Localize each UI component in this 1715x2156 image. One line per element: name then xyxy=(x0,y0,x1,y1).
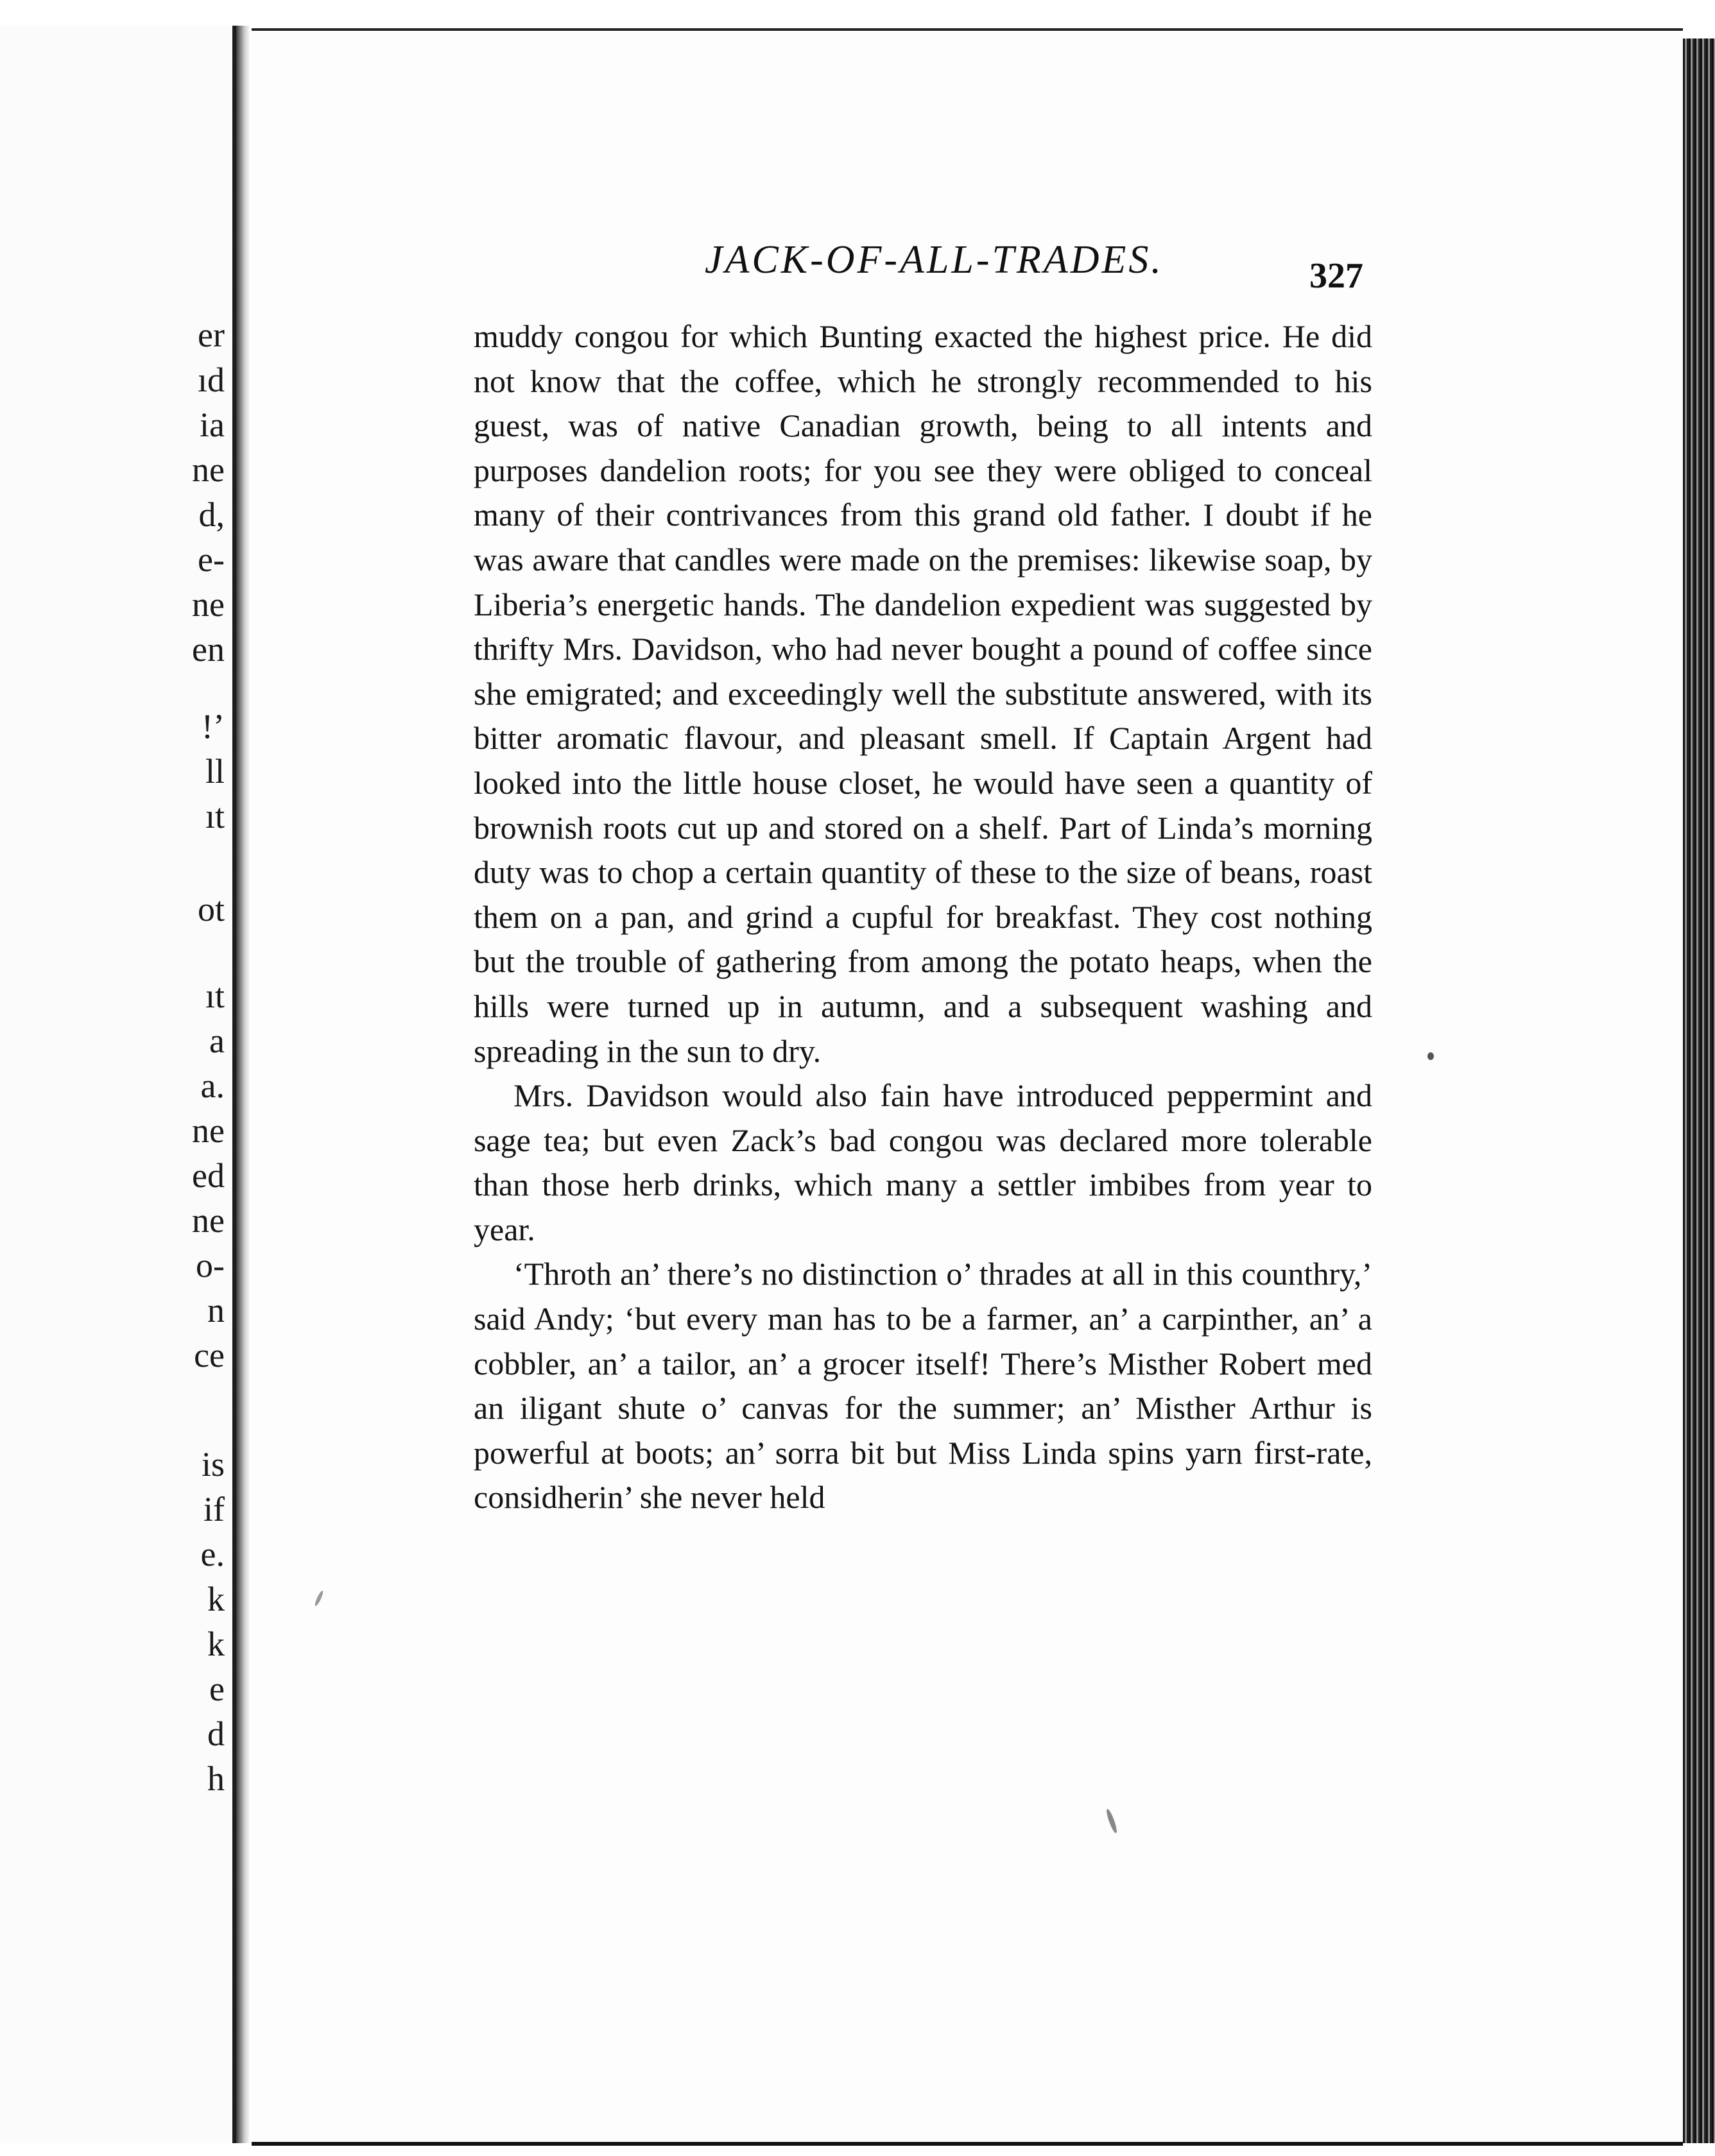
left-page-fragment: ne xyxy=(192,1111,225,1150)
left-page-fragment: k xyxy=(207,1580,225,1618)
left-page-fragment: o- xyxy=(196,1246,225,1285)
left-page-fragment: er xyxy=(198,316,225,354)
page-edges xyxy=(1683,38,1715,2143)
left-page-fragment: ne xyxy=(192,585,225,624)
left-page-fragment: d xyxy=(207,1715,225,1753)
paragraph: Mrs. Davidson would also fain have introduced peppermint and sage tea; but even Zack’s bad congou was declared more tolerable than those herb drinks, which many a settler imbibes from year to year. xyxy=(474,1077,1372,1247)
paragraph: ‘Throth an’ there’s no distinction o’ thrades at all in this counthry,’ said Andy; ‘but every man has to be a farmer, an’ a carpinther, an’ a cobbler, an’ a tailor, an’ a grocer itself! There’s Misther Robert med an iligant shute o’ canvas for the summer; an’ Misther Arthur is powerful at boots; an’ sorra bit but Miss Linda spins yarn first-rate, considherin’ she never held xyxy=(474,1256,1372,1516)
left-page-fragment: d, xyxy=(198,495,225,534)
left-page-fragment: if xyxy=(203,1490,225,1528)
left-page-fragment: ed xyxy=(192,1156,225,1195)
left-page-fragment: e- xyxy=(198,540,225,579)
left-page-fragment: ne xyxy=(192,1201,225,1240)
left-page-fragment: a xyxy=(209,1022,225,1060)
left-page-fragment: ıt xyxy=(205,977,225,1015)
left-page-fragment: ıd xyxy=(197,361,225,399)
left-page-fragment: ll xyxy=(205,752,225,791)
left-page-fragment: h xyxy=(207,1759,225,1798)
paragraph: muddy congou for which Bunting exacted the highest price. He did not know that the coffee, which he strongly recommended to his guest, was of native Canadian growth, being to all intents and purposes dandelion roots; for you see they were obliged to conceal many of their contrivances from this grand old father. I doubt if he was aware that candles were made on the premises: likewise soap, by Liberia’s energetic hands. The dandelion expedient was suggested by thrifty Mrs. Davidson, who had never bought a pound of coffee since she emigrated; and exceedingly well the substitute answered, with its bitter aromatic flavour, and pleasant smell. If Captain Argent had looked into the little house closet, he would have seen a quantity of brownish roots cut up and stored on a shelf. Part of Linda’s morning duty was to chop a certain quantity of these to the size of beans, roast them on a pan, and grind a cupful for breakfast. They cost nothing but the trouble of gathering from among the potato heaps, when the hills were turned up in autumn, and a subsequent washing and spreading in the sun to dry. xyxy=(474,318,1372,1069)
ink-speck xyxy=(1427,1052,1434,1060)
left-page-fragment: a. xyxy=(200,1066,225,1105)
left-page-fragment: n xyxy=(207,1291,225,1330)
left-page-fragment: !’ xyxy=(202,707,225,746)
left-page-fragment: k xyxy=(207,1625,225,1663)
book-gutter xyxy=(236,26,250,2143)
left-page-fragment: en xyxy=(192,630,225,669)
left-page-fragment: ia xyxy=(200,406,225,444)
left-page-fragment: e xyxy=(209,1670,225,1708)
previous-page-strip xyxy=(0,26,236,2143)
left-page-fragment: e. xyxy=(200,1535,225,1573)
left-page-fragment: ıt xyxy=(205,797,225,835)
left-page-fragment: ce xyxy=(194,1336,225,1374)
running-title: JACK-OF-ALL-TRADES. xyxy=(705,238,1164,282)
body-text xyxy=(474,314,1372,1520)
left-page-fragment: ne xyxy=(192,450,225,489)
left-page-fragment: is xyxy=(201,1445,225,1484)
page-number: 327 xyxy=(1309,256,1363,296)
left-page-fragment: ot xyxy=(197,890,225,928)
